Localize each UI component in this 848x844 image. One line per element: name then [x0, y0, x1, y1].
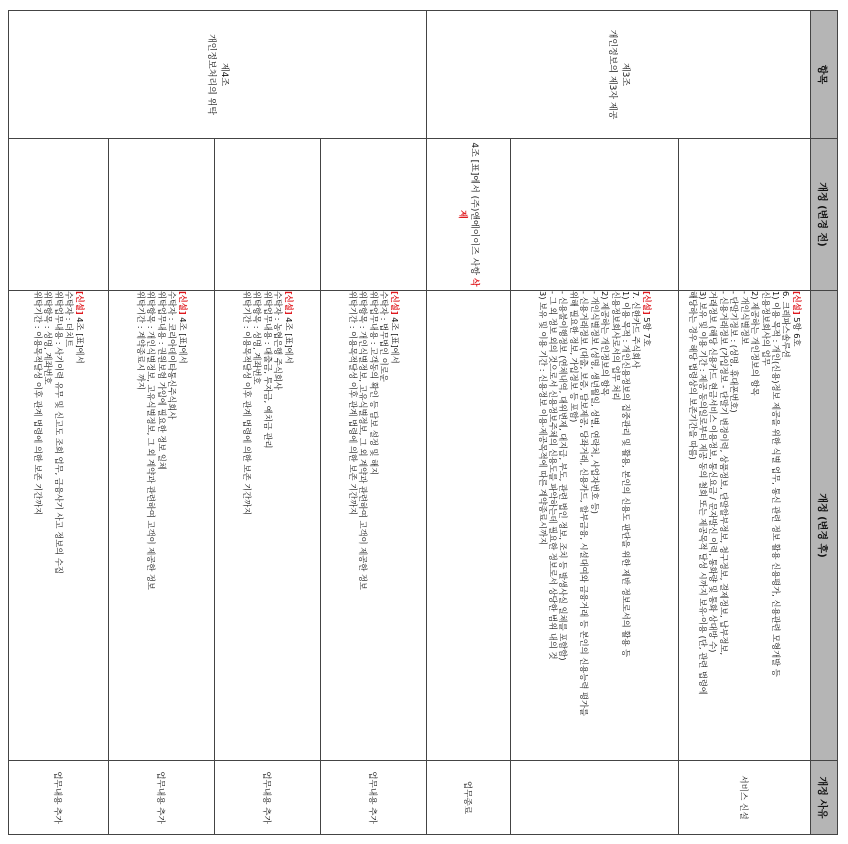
header-row: [811, 11, 838, 835]
before-text: 4조 [표]에서 (주)앤에이이즈 사항: [469, 142, 480, 278]
after-line: 위탁항목 : 성명, 계좌번호: [43, 291, 54, 385]
after-line: - 그 외 정보 외의 것으로서 신용정보주체의 신용도를 파악하는데 필요한 정보로서 상당한 범위 내의 것: [548, 291, 559, 660]
after-cell: [9, 291, 109, 761]
before-cell: [427, 139, 511, 291]
after-line: 위탁항목 : 개인식별정보, 고유식별정보, 그 외 계약과 관련하여 고객이 제공한 정보: [146, 291, 157, 590]
section-ref: 4조 [표]에서: [74, 314, 85, 364]
new-tag: [신설]: [74, 291, 85, 315]
before-cell: [679, 139, 811, 291]
after-line: 위탁업무내용 : 대출금, 투자금, 예치금 관리: [262, 291, 273, 449]
reason-cell: 업무내용 추가: [321, 761, 427, 835]
item-article: 제3조: [620, 62, 631, 87]
table-body: [9, 11, 811, 835]
new-tag: [신설]: [177, 291, 188, 315]
after-cell: [321, 291, 427, 761]
item-article: 제4조: [219, 62, 230, 87]
section-ref: 4조 [표]에서: [389, 314, 400, 364]
new-tag: [신설]: [641, 291, 652, 315]
after-line: 2) 제공하는 개인정보의 항목: [600, 291, 611, 396]
after-line: 위탁기간 : 이용목적달성 이후 관계 법령에 의한 보존 기간까지: [347, 291, 358, 516]
after-cell: [215, 291, 321, 761]
after-heading: [283, 291, 293, 760]
after-line: 3) 보유 및 이용 기간 : 신용정보 이용·제공목적에 따른 계약종료시까지: [537, 291, 548, 546]
after-cell: [109, 291, 215, 761]
new-tag: [신설]: [283, 291, 294, 315]
after-cell: [511, 291, 679, 761]
after-line: - 신용불이행정보 (연체내역, 대위변제, 대지급, 부도, 관련 법인 정보, 조치 등 발생사실 일체를 포함함): [558, 291, 569, 661]
section-ref: 5항 7호: [641, 314, 652, 347]
section-ref: 4조 [표]에서: [177, 314, 188, 364]
after-heading: [641, 291, 651, 760]
header-before: 개정 (변경 전): [811, 139, 838, 291]
item-cell: [9, 11, 427, 139]
header-item: 항목: [811, 11, 838, 139]
header-after: 개정 (변경 후): [811, 291, 838, 761]
item-title: 개인정보의 제3자 제공: [607, 29, 618, 120]
after-line: 수탁자 : 농협은행 주식회사: [273, 291, 284, 390]
after-line: 위탁업무내용 : 사기이력 유무 및 신고도 조회 업무, 금융사기 사고 정보의 수집: [53, 291, 64, 574]
after-heading: [791, 291, 801, 760]
rotated-document: [10, 10, 838, 834]
reason-cell: 업무종료: [427, 761, 511, 835]
after-line: 6. 크레파스솔루션: [781, 291, 792, 358]
before-cell: [9, 139, 109, 291]
after-line: 거래정보 (해당 신용카드 현금서비스 이용정보, 통신요금 / 문자발신 이력, 통화량 및 통화 상대방 수): [708, 291, 719, 653]
after-line: 수탁자 : 법무법인 이로운: [379, 291, 390, 382]
revision-table: [8, 10, 838, 835]
after-line: - 개인식별정보 (성명, 생년월일, 성별, 연락처, 사업자번호 등): [589, 291, 600, 514]
after-line: 위탁업무내용 : 권원보험 가입에 필요한 정보 일체: [156, 291, 167, 470]
item-title: 개인정보처리의 위탁: [206, 33, 217, 116]
after-line: 수탁자 : 더치트: [64, 291, 75, 348]
after-line: 위탁기간 : 이용목적달성 이후 관계 법령에 의한 보존 기간까지: [32, 291, 43, 516]
before-cell: [109, 139, 215, 291]
after-line: - 개인식별정보: [739, 291, 750, 345]
after-heading: [389, 291, 399, 760]
after-line: - 단말기정보 : (성명, 휴대폰번호): [729, 291, 740, 413]
after-line: 2) 제공하는 개인정보의 항목: [750, 291, 761, 396]
delete-mark: 삭제: [457, 210, 480, 287]
section-ref: 5항 6호: [791, 314, 802, 347]
before-cell: [321, 139, 427, 291]
after-cell: [427, 291, 511, 761]
after-heading: [177, 291, 187, 760]
before-cell: [215, 139, 321, 291]
new-tag: [신설]: [389, 291, 400, 315]
after-line: 위탁기간 : 계약종료시 까지: [135, 291, 146, 390]
after-heading: [74, 291, 84, 760]
table-row: [321, 11, 427, 835]
reason-cell: [511, 761, 679, 835]
after-line: 신용정보회사의 업무: [760, 291, 771, 366]
new-tag: [신설]: [791, 291, 802, 315]
reason-cell: 업무내용 추가: [109, 761, 215, 835]
reason-cell: 업무내용 추가: [9, 761, 109, 835]
after-line: 해당하는 경우 해당 법령상의 보존기간을 따름): [687, 291, 698, 460]
after-line: 위탁항목 : 성명, 계좌번호: [252, 291, 263, 385]
after-line: 위해 필요한 정보, 가입정보 등 포함): [568, 291, 579, 423]
after-line: 위탁기간 : 이용목적달성 이후 관계 법령에 의한 보존 기간까지: [241, 291, 252, 516]
page-frame: [10, 10, 838, 834]
before-cell: [511, 139, 679, 291]
after-line: - 신용거래정보 (가입정보 - 단말기 변경이력, 상품정보, 단말할부정보, 청구정보, 결제정보, 납부정보,: [718, 291, 729, 656]
after-line: 1) 이용 목적 : 개인신용정보의 집중관리 및 활용, 본인의 신용도 판단을 위한 제반 정보로서의 활용 등: [620, 291, 631, 658]
after-line: - 신용거래정보 (대출, 보증, 담보제공, 당좌거래, 신용카드, 할부금융, 시설대여와 금융거래 등 본인의 신용능력 평가를: [579, 291, 590, 717]
section-ref: 4조 [표]에서: [283, 314, 294, 364]
after-line: 1) 이용 목적 : 개인(신용)정보 제공을 위한 식별 업무, 통신 관련 정보 활용 신용평가, 신용관련 모형개발 등: [770, 291, 781, 677]
reason-cell: 업무내용 추가: [215, 761, 321, 835]
after-line: 위탁업무내용 : 고객동의 확인 등 담보 설정 및 해지: [368, 291, 379, 476]
table-row: [679, 11, 811, 835]
item-cell: [427, 11, 811, 139]
after-line: 3) 보유 및 이용 기간 : 제공 동의일로부터 제공 동의 철회 또는 제공목적 달성 시까지 보유·이용 (단, 관련 법령에: [698, 291, 709, 695]
reason-cell: 서비스 신설: [679, 761, 811, 835]
after-line: 7. 신한카드 주식회사: [631, 291, 642, 369]
header-reason: 개정 사유: [811, 761, 838, 835]
after-line: 위탁항목 : 개인식별정보, 고유식별정보, 그 외 계약과 관련하여 고객이 제공한 정보: [358, 291, 369, 590]
after-line: 신용정보회사로서의 업무 처리: [610, 291, 621, 401]
after-cell: [679, 291, 811, 761]
after-line: 수탁자 : 코리아데이타통신주식회사: [167, 291, 178, 420]
